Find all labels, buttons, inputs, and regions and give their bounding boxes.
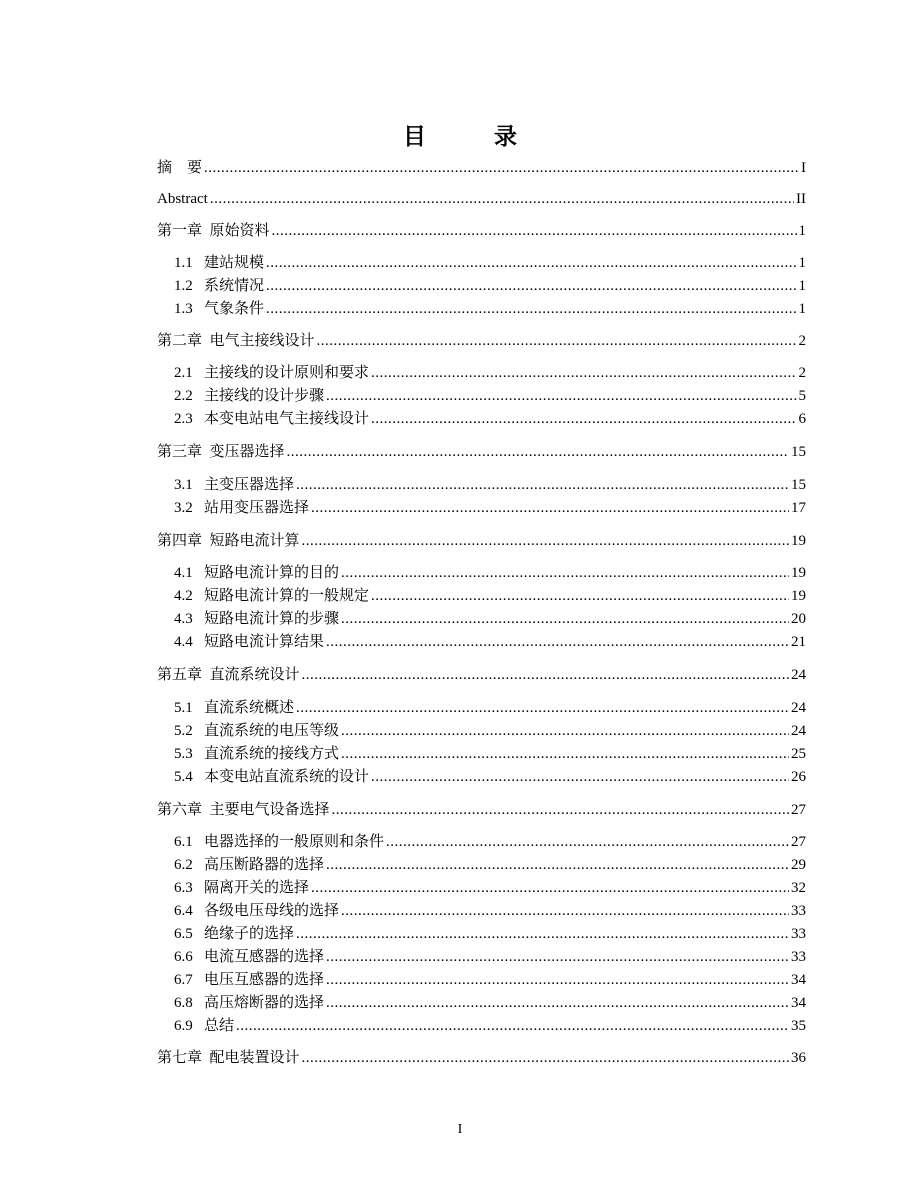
- toc-section-number: 6.4: [174, 903, 193, 919]
- toc-section-number: 6.6: [174, 949, 193, 965]
- toc-entry-label: [174, 562, 339, 584]
- toc-entry-label: [174, 854, 324, 876]
- toc-entry-label: [174, 1015, 234, 1037]
- toc-section-entry[interactable]: [174, 474, 806, 496]
- toc-section-entry[interactable]: [174, 697, 806, 719]
- toc-section-entry[interactable]: [174, 385, 806, 407]
- toc-entry-label: [174, 946, 324, 968]
- toc-section-title: 直流系统的接线方式: [204, 746, 340, 762]
- toc-leader-dots: [302, 530, 789, 552]
- toc-section-entry[interactable]: [174, 608, 806, 630]
- toc-leader-dots: [272, 220, 797, 242]
- toc-section-entry[interactable]: [174, 766, 806, 788]
- toc-section-entry[interactable]: [174, 900, 806, 922]
- toc-entry-label: [174, 877, 309, 899]
- toc-entry-label: [174, 408, 369, 430]
- toc-entry-label: [174, 362, 369, 384]
- toc-section-title: 短路电流计算的目的: [204, 565, 340, 581]
- toc-entry-label: 第二章 电气主接线设计: [157, 333, 315, 349]
- toc-page-number: 1: [798, 278, 806, 294]
- toc-leader-dots: [296, 474, 789, 496]
- toc-leader-dots: [332, 799, 789, 821]
- toc-section-number: 3.1: [174, 477, 193, 493]
- toc-leader-dots: [236, 1015, 789, 1037]
- toc-section-number: 4.2: [174, 588, 193, 604]
- toc-chapter-entry[interactable]: [157, 220, 806, 242]
- toc-section-number: 2.3: [174, 411, 193, 427]
- toc-leader-dots: [341, 720, 789, 742]
- toc-leader-dots: [302, 664, 789, 686]
- toc-section-entry[interactable]: [174, 562, 806, 584]
- toc-page-number: 2: [798, 365, 806, 381]
- toc-section-title: 短路电流计算的步骤: [204, 611, 340, 627]
- toc-entry-label: [174, 585, 369, 607]
- toc-section-entry[interactable]: [174, 969, 806, 991]
- toc-section-title: 电器选择的一般原则和条件: [204, 834, 385, 850]
- toc-section-number: 6.7: [174, 972, 193, 988]
- toc-section-title: 各级电压母线的选择: [204, 903, 340, 919]
- page-number: I: [457, 1122, 463, 1137]
- toc-leader-dots: [296, 923, 789, 945]
- toc-entry-label: 第五章 直流系统设计: [157, 667, 300, 683]
- toc-page-number: I: [801, 160, 806, 176]
- toc-leader-dots: [311, 497, 789, 519]
- toc-section-title: 高压熔断器的选择: [204, 995, 325, 1011]
- toc-page-number: 1: [798, 301, 806, 317]
- toc-chapter-entry[interactable]: [157, 799, 806, 821]
- toc-leader-dots: [326, 992, 789, 1014]
- toc-page-number: 24: [791, 723, 806, 739]
- toc-entry-label: 第四章 短路电流计算: [157, 533, 300, 549]
- toc-section-number: 6.1: [174, 834, 193, 850]
- toc-section-number: 6.2: [174, 857, 193, 873]
- toc-section-title: 隔离开关的选择: [204, 880, 310, 896]
- toc-entry-label: 摘 要: [157, 160, 203, 176]
- toc-section-number: 1.2: [174, 278, 193, 294]
- toc-page-number: 20: [791, 611, 806, 627]
- toc-section-entry[interactable]: [174, 408, 806, 430]
- toc-page-number: 17: [791, 500, 806, 516]
- toc-chapter-entry[interactable]: [157, 664, 806, 686]
- toc-page-number: 1: [798, 223, 806, 239]
- toc-leader-dots: [386, 831, 789, 853]
- toc-section-title: 绝缘子的选择: [204, 926, 295, 942]
- toc-section-number: 5.2: [174, 723, 193, 739]
- toc-leader-dots: [341, 743, 789, 765]
- toc-entry-label: [174, 697, 294, 719]
- toc-section-entry[interactable]: [174, 720, 806, 742]
- toc-entry-label: 第一章 原始资料: [157, 223, 270, 239]
- toc-entry-label: [174, 298, 264, 320]
- toc-entry-label: [174, 743, 339, 765]
- toc-page-number: 15: [791, 444, 806, 460]
- toc-section-entry[interactable]: [174, 585, 806, 607]
- toc-page-number: 19: [791, 533, 806, 549]
- toc-leader-dots: [326, 854, 789, 876]
- toc-section-number: 4.3: [174, 611, 193, 627]
- toc-page-number: 33: [791, 949, 806, 965]
- toc-entry-label: [174, 497, 309, 519]
- toc-section-title: 本变电站电气主接线设计: [204, 411, 370, 427]
- toc-section-number: 5.1: [174, 700, 193, 716]
- toc-page-number: 25: [791, 746, 806, 762]
- toc-page-number: 2: [798, 333, 806, 349]
- toc-section-title: 短路电流计算结果: [204, 634, 325, 650]
- toc-page-number: 29: [791, 857, 806, 873]
- toc-leader-dots: [210, 188, 794, 210]
- toc-entry-label: [174, 631, 324, 653]
- toc-section-title: 气象条件: [204, 301, 265, 317]
- toc-leader-dots: [204, 157, 799, 179]
- toc-leader-dots: [371, 766, 789, 788]
- toc-section-number: 6.9: [174, 1018, 193, 1034]
- toc-page-number: 34: [791, 995, 806, 1011]
- toc-entry-label: [174, 608, 339, 630]
- toc-page-number: II: [796, 191, 806, 207]
- toc-page-number: 6: [798, 411, 806, 427]
- toc-leader-dots: [371, 362, 796, 384]
- toc-leader-dots: [317, 330, 797, 352]
- toc-leader-dots: [311, 877, 789, 899]
- toc-page-number: 33: [791, 903, 806, 919]
- toc-page-number: 21: [791, 634, 806, 650]
- toc-entry-label: 第七章 配电装置设计: [157, 1050, 300, 1066]
- toc-section-title: 直流系统概述: [204, 700, 295, 716]
- toc-section-title: 总结: [204, 1018, 235, 1034]
- toc-section-entry[interactable]: [174, 497, 806, 519]
- toc-leader-dots: [326, 946, 789, 968]
- toc-page-number: 15: [791, 477, 806, 493]
- toc-entry-label: [174, 969, 324, 991]
- toc-section-entry[interactable]: [174, 362, 806, 384]
- toc-page-number: 5: [798, 388, 806, 404]
- toc-chapter-entry[interactable]: [157, 530, 806, 552]
- toc-section-number: 2.2: [174, 388, 193, 404]
- toc-chapter-entry[interactable]: [157, 157, 806, 179]
- toc-page-number: 34: [791, 972, 806, 988]
- toc-entry-label: [174, 992, 324, 1014]
- toc-page-number: 36: [791, 1050, 806, 1066]
- toc-section-number: 6.8: [174, 995, 193, 1011]
- toc-section-entry[interactable]: [174, 743, 806, 765]
- toc-entry-label: [174, 831, 384, 853]
- toc-page-number: 27: [791, 802, 806, 818]
- toc-section-number: 4.1: [174, 565, 193, 581]
- toc-section-entry[interactable]: [174, 1015, 806, 1037]
- toc-page-number: 27: [791, 834, 806, 850]
- toc-leader-dots: [266, 252, 796, 274]
- toc-section-title: 主接线的设计原则和要求: [204, 365, 370, 381]
- toc-page-number: 32: [791, 880, 806, 896]
- toc-leader-dots: [296, 697, 789, 719]
- toc-section-title: 主接线的设计步骤: [204, 388, 325, 404]
- toc-section-title: 主变压器选择: [204, 477, 295, 493]
- toc-section-number: 6.5: [174, 926, 193, 942]
- toc-section-number: 3.2: [174, 500, 193, 516]
- toc-page-number: 19: [791, 565, 806, 581]
- page-title: [0, 118, 920, 151]
- toc-entry-label: [174, 474, 294, 496]
- toc-entry-label: [174, 252, 264, 274]
- toc-page-number: 26: [791, 769, 806, 785]
- toc-entry-label: [174, 900, 339, 922]
- toc-section-entry[interactable]: [174, 631, 806, 653]
- toc-section-entry[interactable]: [174, 275, 806, 297]
- toc-leader-dots: [266, 298, 796, 320]
- toc-section-entry[interactable]: [174, 252, 806, 274]
- toc-leader-dots: [302, 1047, 789, 1069]
- toc-entry-label: [174, 385, 324, 407]
- toc-section-entry[interactable]: [174, 923, 806, 945]
- toc-leader-dots: [326, 631, 789, 653]
- toc-page-number: 33: [791, 926, 806, 942]
- toc-chapter-entry[interactable]: [157, 330, 806, 352]
- toc-page-number: 1: [798, 255, 806, 271]
- toc-section-number: 1.3: [174, 301, 193, 317]
- toc-page-number: 19: [791, 588, 806, 604]
- toc-section-number: 5.3: [174, 746, 193, 762]
- toc-section-title: 直流系统的电压等级: [204, 723, 340, 739]
- toc-section-entry[interactable]: [174, 854, 806, 876]
- toc-leader-dots: [371, 408, 796, 430]
- title-char-1: 目: [403, 124, 426, 149]
- toc-page-number: 24: [791, 700, 806, 716]
- toc-chapter-entry[interactable]: [157, 441, 806, 463]
- toc-leader-dots: [341, 900, 789, 922]
- toc-entry-label: Abstract: [157, 191, 208, 207]
- toc-leader-dots: [326, 969, 789, 991]
- toc-leader-dots: [371, 585, 789, 607]
- toc-leader-dots: [341, 608, 789, 630]
- toc-section-title: 电流互感器的选择: [204, 949, 325, 965]
- toc-entry-label: 第六章 主要电气设备选择: [157, 802, 330, 818]
- toc-section-entry[interactable]: [174, 946, 806, 968]
- toc-section-number: 2.1: [174, 365, 193, 381]
- toc-section-title: 高压断路器的选择: [204, 857, 325, 873]
- toc-section-entry[interactable]: [174, 298, 806, 320]
- toc-entry-label: [174, 923, 294, 945]
- toc-section-title: 建站规模: [204, 255, 265, 271]
- toc-entry-label: [174, 720, 339, 742]
- toc-entry-label: [174, 275, 264, 297]
- toc-section-number: 6.3: [174, 880, 193, 896]
- toc-section-entry[interactable]: [174, 992, 806, 1014]
- toc-section-number: 1.1: [174, 255, 193, 271]
- toc-section-title: 系统情况: [204, 278, 265, 294]
- toc-entry-label: 第三章 变压器选择: [157, 444, 285, 460]
- toc-section-number: 4.4: [174, 634, 193, 650]
- toc-leader-dots: [341, 562, 789, 584]
- toc-section-title: 本变电站直流系统的设计: [204, 769, 370, 785]
- toc-leader-dots: [326, 385, 796, 407]
- toc-leader-dots: [266, 275, 796, 297]
- toc-section-title: 电压互感器的选择: [204, 972, 325, 988]
- toc-chapter-entry[interactable]: [157, 1047, 806, 1069]
- toc-chapter-entry[interactable]: [157, 188, 806, 210]
- title-char-2: 录: [494, 124, 517, 149]
- toc-page-number: 35: [791, 1018, 806, 1034]
- toc-entry-label: [174, 766, 369, 788]
- toc-section-title: 站用变压器选择: [204, 500, 310, 516]
- toc-section-entry[interactable]: [174, 877, 806, 899]
- toc-section-title: 短路电流计算的一般规定: [204, 588, 370, 604]
- toc-section-entry[interactable]: [174, 831, 806, 853]
- toc-section-number: 5.4: [174, 769, 193, 785]
- toc-page-number: 24: [791, 667, 806, 683]
- toc-leader-dots: [287, 441, 789, 463]
